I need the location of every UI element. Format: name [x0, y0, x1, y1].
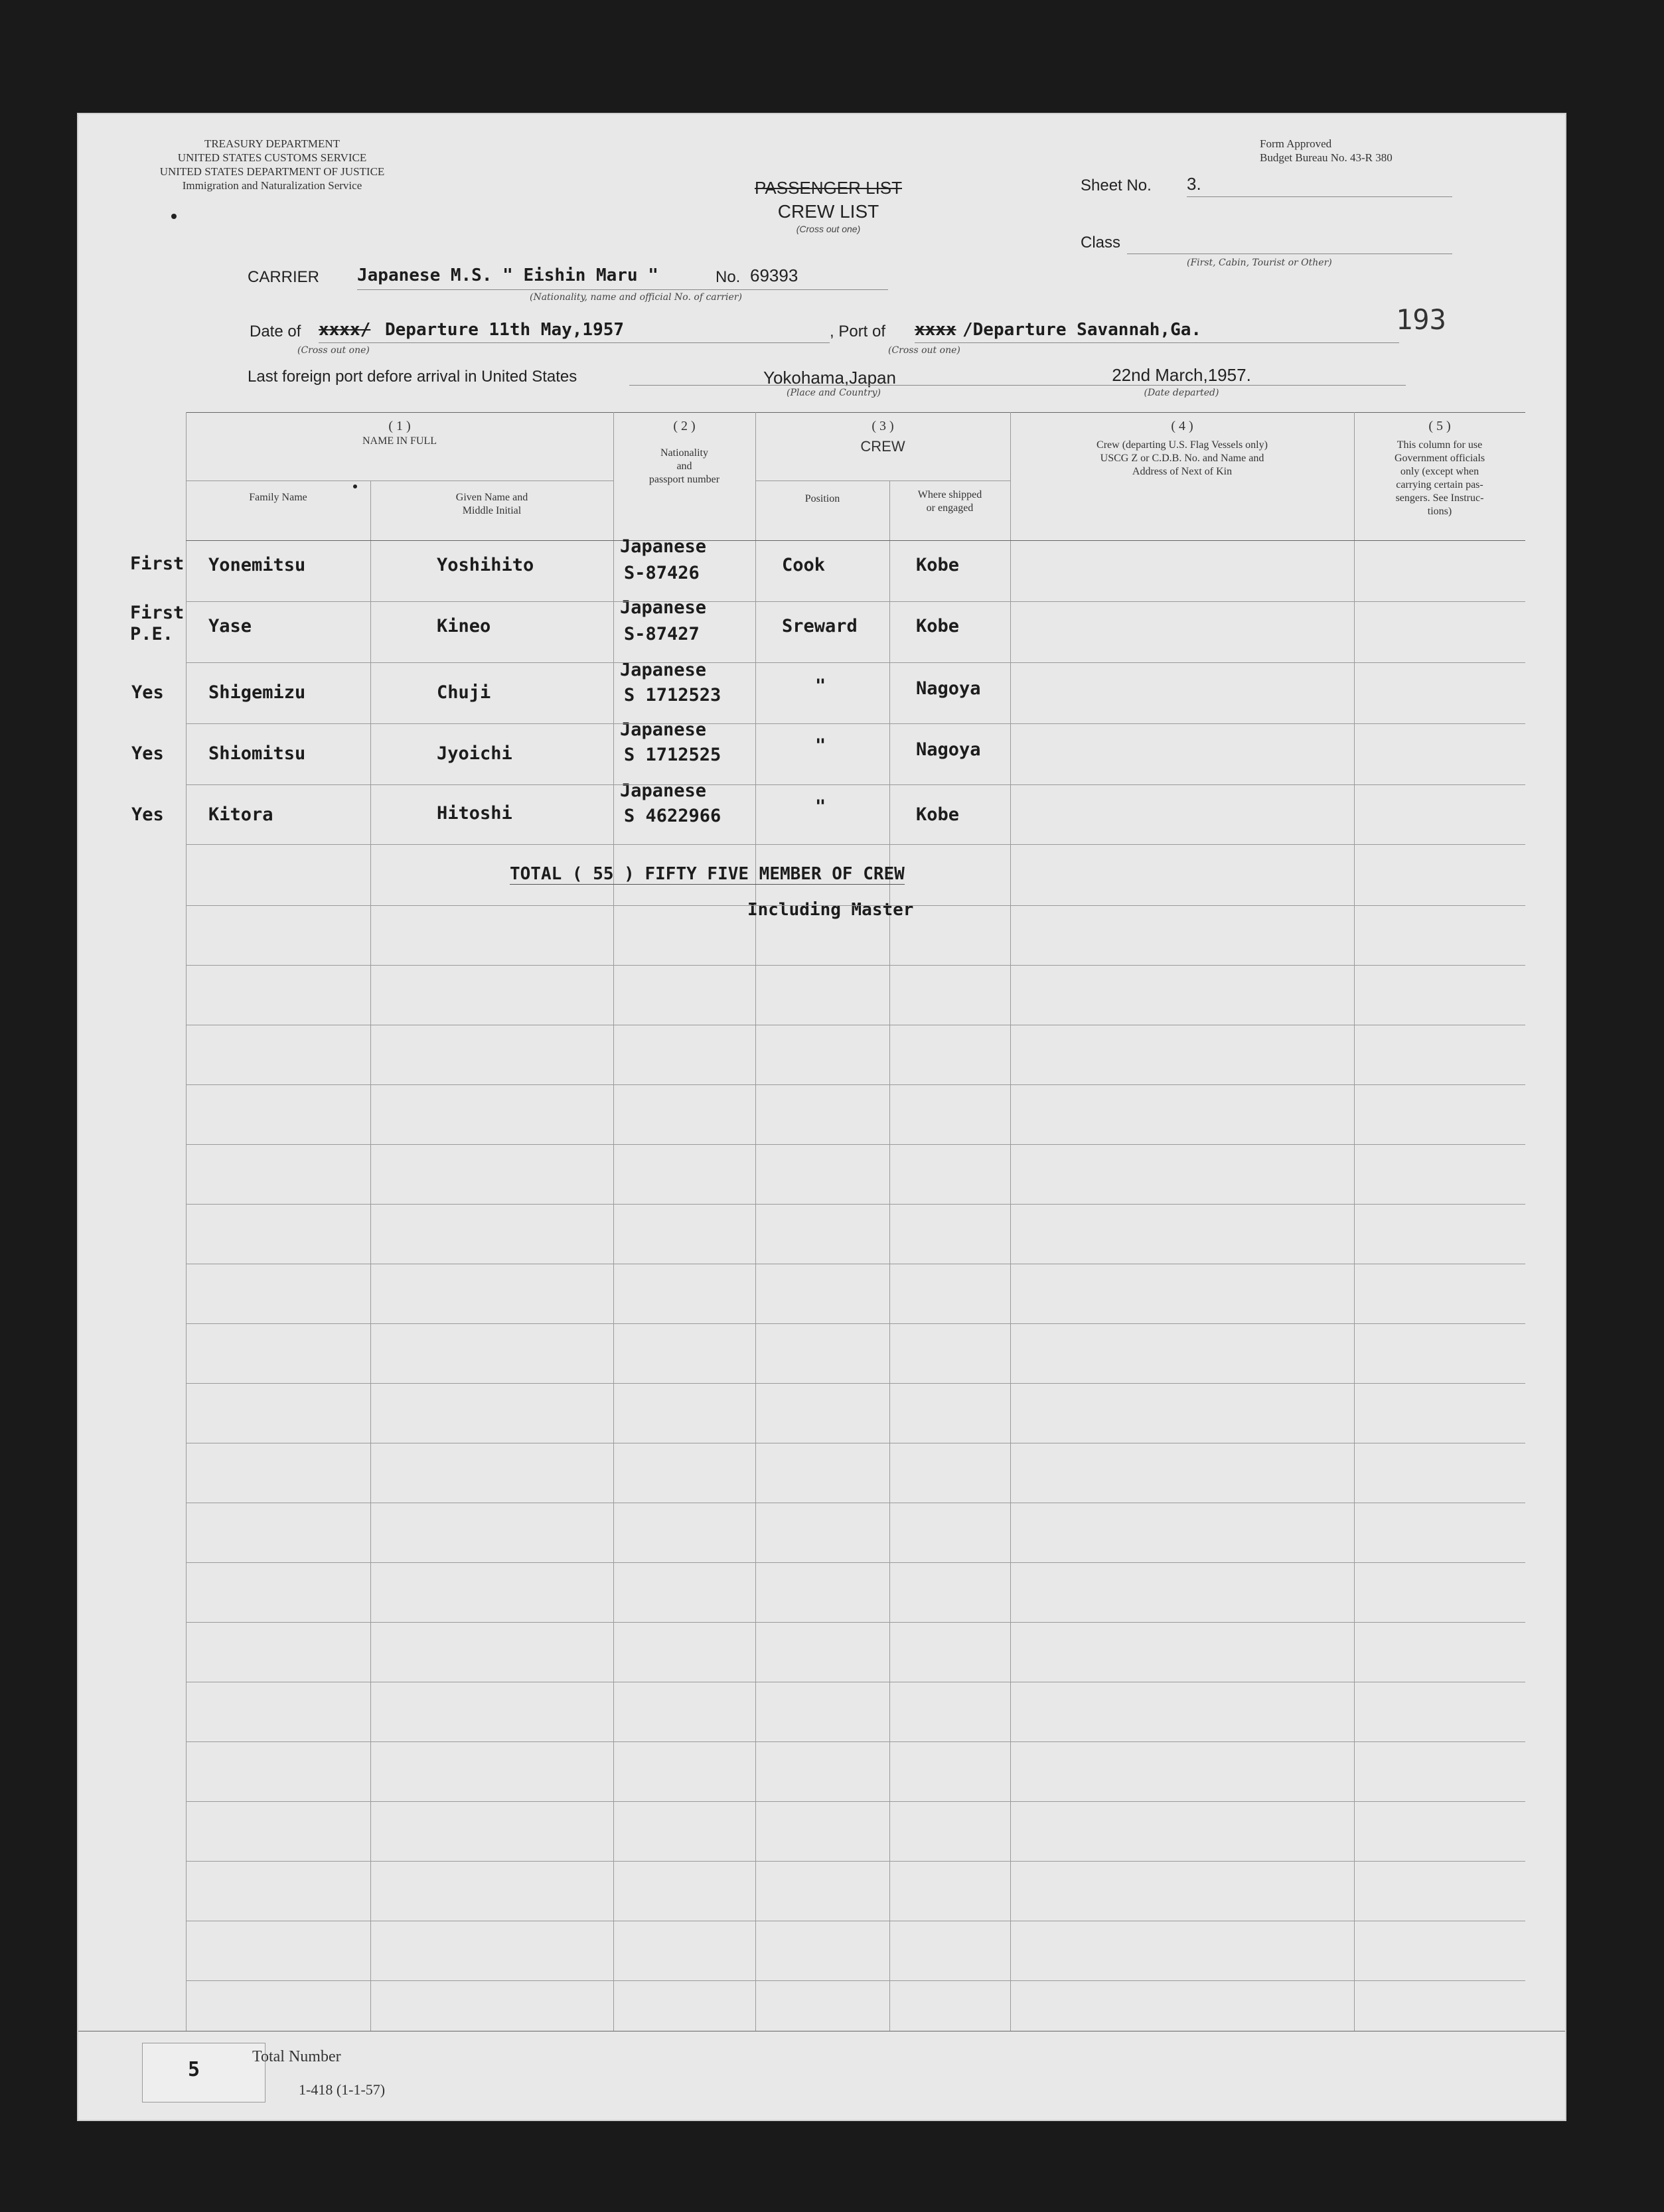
last-port-value: Yokohama,Japan: [763, 368, 896, 388]
row-rule: [186, 662, 1525, 663]
margin-note: First: [130, 553, 185, 574]
col-rule-4: [1010, 412, 1011, 2031]
col5-line-3: only (except when: [1400, 466, 1479, 477]
row-rule: [186, 965, 1525, 966]
row-rule: [186, 784, 1525, 785]
given-name-cell: Yoshihito: [437, 555, 534, 575]
col-rule-3: [755, 412, 756, 2031]
last-port-hint: (Place and Country): [787, 388, 881, 398]
where-shipped-cell: Nagoya: [916, 739, 981, 760]
row-rule: [186, 1084, 1525, 1085]
form-approved: Form Approved: [1260, 137, 1332, 150]
date-crossed: xxxx/: [319, 320, 371, 340]
carrier-value: Japanese M.S. " Eishin Maru ": [357, 265, 658, 285]
date-value: Departure 11th May,1957: [385, 320, 625, 340]
nationality-cell: Japanese: [620, 597, 707, 618]
family-name-cell: Shiomitsu: [208, 743, 306, 764]
row-rule: [186, 723, 1525, 724]
col1-number: ( 1 ): [388, 419, 411, 433]
crew-list-form: [78, 114, 1565, 2120]
row-rule: [186, 1980, 1525, 1981]
col2-header: [613, 418, 755, 486]
position-cell: ": [815, 676, 826, 696]
including-master: Including Master: [747, 900, 914, 920]
family-name-header: Family Name: [249, 492, 307, 503]
row-rule: [186, 1323, 1525, 1324]
col-rule-5: [1354, 412, 1355, 2031]
carrier-no-value: 69393: [750, 265, 798, 285]
col5-line-4: carrying certain pas-: [1396, 479, 1483, 490]
position-cell: ": [815, 735, 826, 756]
col4-number: ( 4 ): [1171, 419, 1193, 433]
margin-note: First: [130, 603, 185, 623]
given-name-cell: Hitoshi: [437, 803, 512, 824]
given-name-header-2: Middle Initial: [462, 505, 522, 516]
passport-cell: S 1712523: [624, 685, 721, 705]
class-label: Class: [1081, 234, 1121, 252]
col2-line-2: and: [676, 461, 692, 472]
family-name-cell: Kitora: [208, 804, 273, 825]
title-block: [676, 178, 981, 234]
departed-date-line: [941, 385, 1406, 386]
given-name-header: [370, 491, 613, 518]
nationality-cell: Japanese: [620, 719, 707, 740]
agency-line-1: TREASURY DEPARTMENT: [204, 137, 340, 150]
row-rule: [186, 844, 1525, 845]
col-rule-2: [613, 412, 614, 2031]
where-shipped-cell: Nagoya: [916, 678, 981, 699]
row-rule: [186, 1562, 1525, 1563]
sub-rule-crew: [755, 480, 1010, 481]
given-name-cell: Kineo: [437, 616, 491, 636]
row-rule: [186, 1622, 1525, 1623]
col2-number: ( 2 ): [673, 419, 696, 433]
col5-line-6: tions): [1427, 506, 1452, 517]
col-rule-where: [889, 480, 890, 2031]
total-number-label: Total Number: [252, 2048, 341, 2065]
port-value: /Departure Savannah,Ga.: [962, 320, 1202, 340]
passport-cell: S 1712525: [624, 745, 721, 765]
margin-note: Yes: [131, 804, 164, 825]
col2-line-3: passport number: [648, 474, 720, 485]
sheet-value: 3.: [1187, 174, 1201, 194]
port-line: [915, 342, 1399, 343]
where-shipped-cell: Kobe: [916, 804, 960, 825]
row-rule: [186, 1383, 1525, 1384]
last-port-label: Last foreign port defore arrival in United States: [248, 368, 577, 386]
where-header-2: or engaged: [926, 502, 974, 514]
punch-mark: [171, 214, 177, 219]
position-cell: Cook: [782, 555, 826, 575]
where-header: [889, 488, 1010, 515]
carrier-hint: (Nationality, name and official No. of carrier): [530, 292, 742, 303]
sub-rule-name: [186, 480, 613, 481]
port-crossed: xxxx: [915, 320, 956, 340]
passenger-list-title: PASSENGER LIST: [754, 178, 903, 198]
col3-title: CREW: [860, 438, 905, 455]
stamp-number: 193: [1396, 303, 1446, 336]
ink-dot: [353, 484, 357, 488]
margin-note: Yes: [131, 743, 164, 764]
nationality-cell: Japanese: [620, 536, 707, 557]
crew-list-title: CREW LIST: [777, 201, 879, 222]
margin-note: Yes: [131, 682, 164, 703]
col-rule-given: [370, 480, 371, 2031]
carrier-label: CARRIER: [248, 268, 320, 286]
where-shipped-cell: Kobe: [916, 616, 960, 636]
port-label: , Port of: [830, 323, 886, 340]
port-cross-out-hint: (Cross out one): [888, 345, 960, 356]
col4-line-2: USCG Z or C.D.B. No. and Name and: [1100, 453, 1264, 464]
departed-date-value: 22nd March,1957.: [1112, 365, 1251, 385]
total-number-box: [142, 2043, 265, 2102]
table-left-rule: [186, 412, 187, 2031]
col5-header: [1354, 418, 1525, 518]
col5-line-5: sengers. See Instruc-: [1395, 492, 1484, 504]
form-code: 1-418 (1-1-57): [299, 2081, 386, 2098]
row-rule: [186, 1204, 1525, 1205]
passport-cell: S-87426: [624, 563, 700, 583]
where-header-1: Where shipped: [917, 489, 982, 500]
position-cell: Sreward: [782, 616, 858, 636]
row-rule: [186, 905, 1525, 906]
nationality-cell: Japanese: [620, 780, 707, 801]
col3-number: ( 3 ): [871, 419, 894, 433]
col1-title: NAME IN FULL: [362, 435, 437, 447]
row-rule: [186, 1741, 1525, 1742]
col1-header: [186, 418, 613, 448]
nationality-cell: Japanese: [620, 660, 707, 680]
family-name-cell: Shigemizu: [208, 682, 306, 703]
col5-line-1: This column for use: [1397, 439, 1483, 451]
last-port-line: [629, 385, 976, 386]
agency-line-4: Immigration and Naturalization Service: [182, 179, 362, 192]
where-shipped-cell: Kobe: [916, 555, 960, 575]
family-name-cell: Yase: [208, 616, 252, 636]
class-hint: (First, Cabin, Tourist or Other): [1187, 258, 1332, 268]
carrier-no-label: No.: [716, 268, 741, 286]
col4-line-3: Address of Next of Kin: [1132, 466, 1233, 477]
table-top-rule: [186, 412, 1525, 413]
total-number-value: 5: [188, 2058, 200, 2081]
position-cell: ": [815, 796, 826, 817]
row-rule: [186, 1861, 1525, 1862]
budget-bureau: Budget Bureau No. 43-R 380: [1260, 151, 1393, 164]
col2-line-1: Nationality: [660, 447, 708, 459]
agency-block: [113, 137, 431, 192]
agency-line-3: UNITED STATES DEPARTMENT OF JUSTICE: [159, 165, 385, 178]
title-cross-out-hint: (Cross out one): [796, 224, 861, 234]
carrier-line: [357, 289, 888, 290]
col4-line-1: Crew (departing U.S. Flag Vessels only): [1097, 439, 1268, 451]
form-approved-block: [1260, 137, 1393, 165]
date-line: [319, 342, 830, 343]
given-name-cell: Jyoichi: [437, 743, 512, 764]
row-rule: [186, 1801, 1525, 1802]
family-name-cell: Yonemitsu: [208, 555, 306, 575]
agency-line-2: UNITED STATES CUSTOMS SERVICE: [177, 151, 367, 164]
col5-line-2: Government officials: [1394, 453, 1485, 464]
given-name-header-1: Given Name and: [455, 492, 528, 503]
header-bottom-rule: [186, 540, 1525, 541]
passport-cell: S 4622966: [624, 806, 721, 826]
date-cross-out-hint: (Cross out one): [297, 345, 370, 356]
position-header: Position: [804, 493, 840, 504]
sheet-label: Sheet No.: [1081, 177, 1152, 194]
total-crew-line: TOTAL ( 55 ) FIFTY FIVE MEMBER OF CREW: [510, 864, 905, 884]
col5-number: ( 5 ): [1428, 419, 1451, 433]
given-name-cell: Chuji: [437, 682, 491, 703]
passport-cell: S-87427: [624, 624, 700, 644]
date-label: Date of: [250, 323, 301, 340]
col4-header: [1010, 418, 1354, 479]
departed-date-hint: (Date departed): [1144, 388, 1219, 398]
row-rule: [186, 1144, 1525, 1145]
col3-header: [755, 418, 1010, 456]
row-rule: [186, 601, 1525, 602]
margin-note-2: P.E.: [130, 624, 174, 644]
